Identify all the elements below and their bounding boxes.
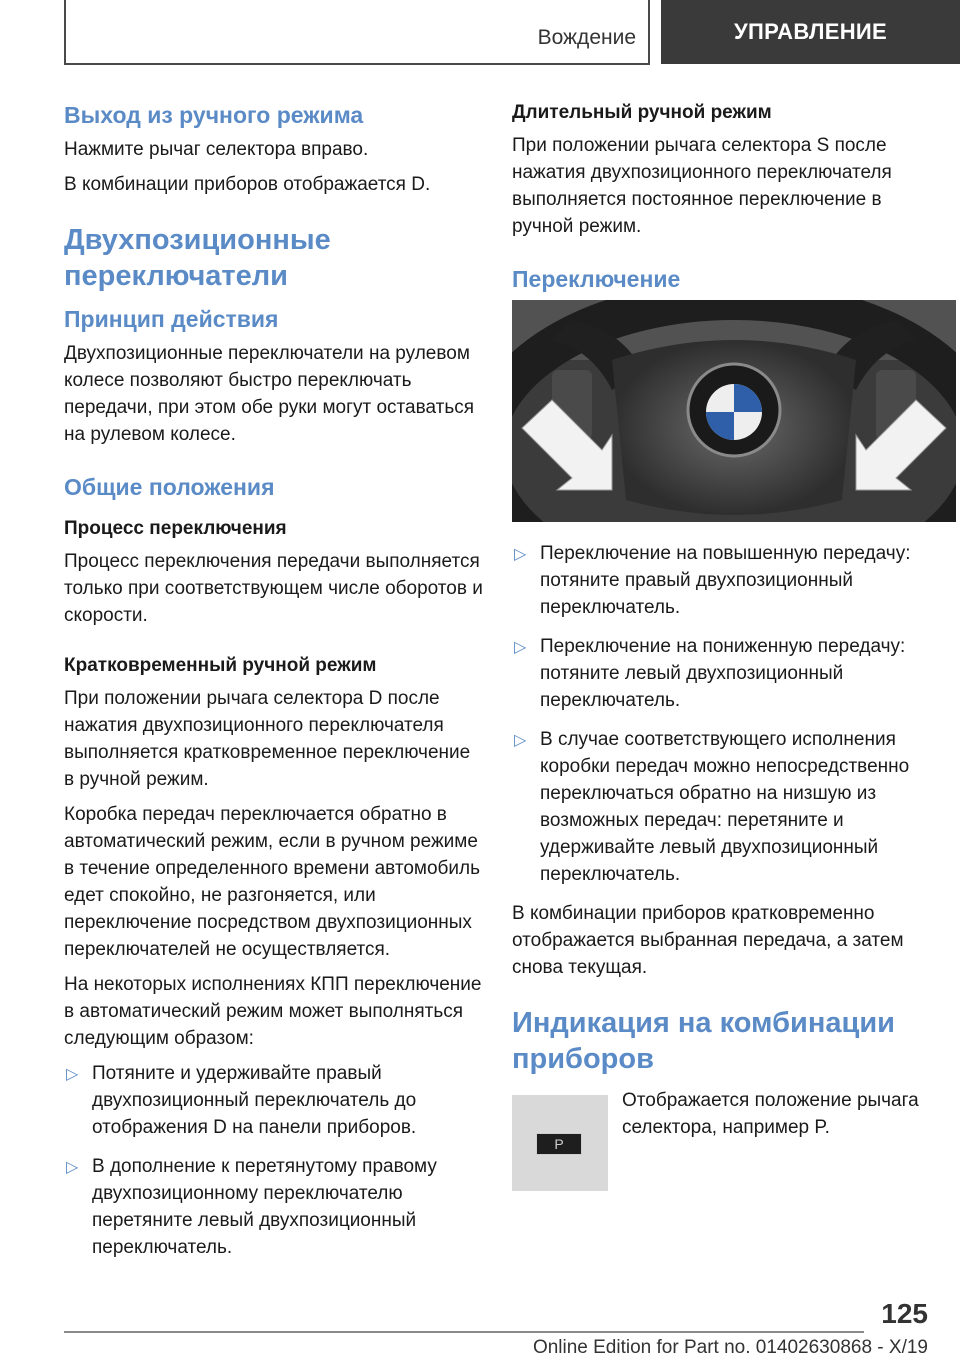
display-text: Отображается положение рычага селектора, например P.: [622, 1090, 919, 1138]
list-item: ▷ Потяните и удерживайте правый двухпозиционный переключатель до отображения D на панели приборов.: [66, 1063, 417, 1138]
short-manual-text-3: На некоторых исполнениях КПП переключение в автоматический режим может выполняться следующим образом:: [64, 974, 482, 1049]
short-manual-text-1: При положении рычага селектора D после нажатия двухпозиционного переключателя выполняется кратковременное переключение в ручной режим.: [64, 688, 471, 790]
triangle-bullet-icon: ▷: [514, 639, 527, 656]
shifting-heading: Переключение: [512, 266, 681, 292]
left-column: [64, 100, 484, 1273]
triangle-bullet-icon: ▷: [514, 732, 527, 749]
process-text: Процесс переключения передачи выполняется только при соответствующем числе оборотов и скорости.: [64, 551, 483, 626]
footer-rule: [64, 1331, 864, 1333]
triangle-bullet-icon: ▷: [514, 546, 527, 563]
long-manual-text: При положении рычага селектора S после нажатия двухпозиционного переключателя выполняется постоянное переключение в ручной режим.: [512, 135, 892, 237]
header-bottom-rule: [64, 63, 650, 65]
footer-edition: Online Edition for Part no. 01402630868 - X/19: [532, 1337, 928, 1358]
principle-heading: Принцип действия: [64, 306, 279, 332]
right-column: [512, 100, 932, 1191]
exit-manual-result: В комбинации приборов отображается D.: [64, 174, 431, 195]
steering-wheel-illustration: [512, 300, 956, 522]
display-figure-row: [512, 1087, 932, 1191]
header-divider: [648, 0, 650, 64]
short-manual-text-2: Коробка передач переключается обратно в автоматический режим, если в ручном режиме в течение определенного времени автомобиль едет спокойно, не разгоняется, или переключение посредством двухпозиционных переключателей не осуществляется.: [64, 804, 481, 960]
exit-manual-step: Нажмите рычаг селектора вправо.: [64, 139, 369, 160]
display-heading: Индикация на комбинации приборов: [512, 1007, 895, 1075]
process-heading: Процесс переключения: [64, 518, 287, 539]
shifting-list: [512, 540, 932, 888]
paddles-heading: Двухпозиционные переключатели: [64, 224, 331, 292]
short-manual-list: [64, 1060, 484, 1261]
list-item: ▷ Переключение на пониженную передачу: потяните левый двухпозиционный переключатель.: [514, 636, 906, 711]
list-item: ▷ В случае соответствующего исполнения коробки передач можно непосредственно переключаться обратно на низшую из возможных передач: перетяните и удерживайте левый двухпозиционный переключатель.: [514, 729, 910, 885]
list-item: ▷ В дополнение к перетянутому правому двухпозиционному переключателю перетяните левый двухпозиционный переключатель.: [66, 1156, 437, 1258]
header-chapter-tab: УПРАВЛЕНИЕ: [661, 0, 960, 64]
gear-indicator-letter: P: [536, 1133, 582, 1155]
exit-manual-heading: Выход из ручного режима: [64, 102, 364, 128]
shifting-text: В комбинации приборов кратковременно отображается выбранная передача, а затем снова текущая.: [512, 903, 904, 978]
gear-indicator-illustration: [512, 1095, 608, 1191]
general-heading: Общие положения: [64, 474, 275, 500]
page-number: 125: [881, 1298, 928, 1329]
short-manual-heading: Кратковременный ручной режим: [64, 655, 377, 676]
principle-text: Двухпозиционные переключатели на рулевом колесе позволяют быстро переключать передачи, при этом обе руки могут оставаться на рулевом колесе.: [64, 343, 475, 445]
triangle-bullet-icon: ▷: [66, 1159, 79, 1176]
header-section-title: Вождение: [537, 26, 636, 49]
list-item: ▷ Переключение на повышенную передачу: потяните правый двухпозиционный переключатель.: [514, 543, 911, 618]
triangle-bullet-icon: ▷: [66, 1066, 79, 1083]
long-manual-heading: Длительный ручной режим: [512, 102, 772, 123]
